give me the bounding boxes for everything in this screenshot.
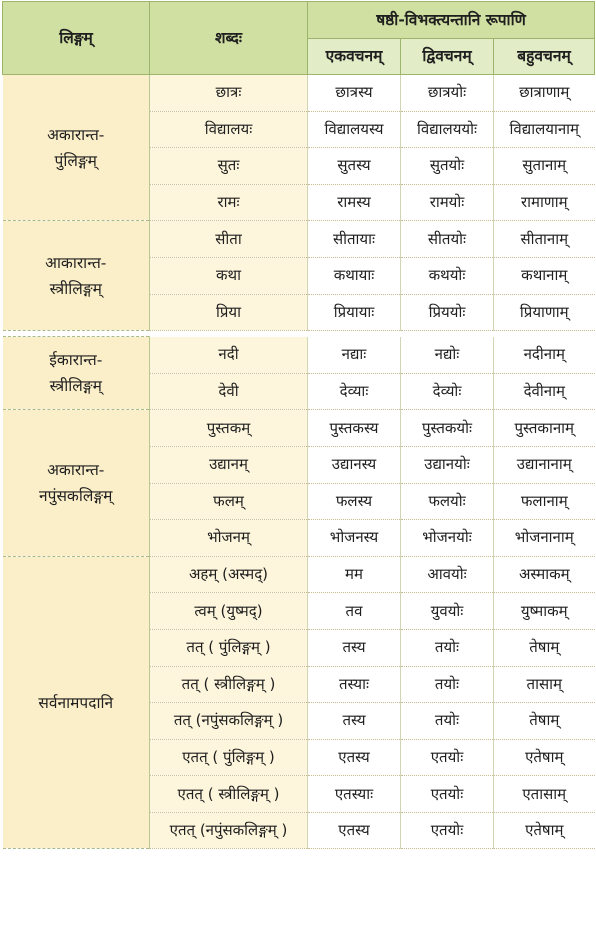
table-header: [3, 2, 595, 75]
ekavachana-cell: तस्य: [308, 703, 401, 740]
category-label: आकारान्त-: [45, 253, 107, 272]
dvivachana-cell: सुतयोः: [401, 148, 494, 185]
ekavachana-cell: मम: [308, 556, 401, 593]
category-label: अकारान्त-: [47, 125, 105, 144]
category-label: पुंलिङ्गम्: [54, 151, 97, 170]
word-cell: छात्रः: [150, 75, 308, 112]
table-row: [3, 410, 595, 447]
header-shabda: शब्दः: [150, 2, 308, 75]
bahuvachana-cell: छात्राणाम्: [494, 75, 595, 112]
word-cell: सुतः: [150, 148, 308, 185]
word-cell: नदी: [150, 337, 308, 374]
dvivachana-cell: विद्यालययोः: [401, 111, 494, 148]
word-cell: तत् ( पुंलिङ्गम् ): [150, 629, 308, 666]
bahuvachana-cell: पुस्तकानाम्: [494, 410, 595, 447]
category-cell: [3, 556, 150, 849]
word-cell: प्रिया: [150, 294, 308, 331]
ekavachana-cell: तस्याः: [308, 666, 401, 703]
bahuvachana-cell: विद्यालयानाम्: [494, 111, 595, 148]
word-cell: सीता: [150, 221, 308, 258]
bahuvachana-cell: फलानाम्: [494, 483, 595, 520]
word-cell: एतत् ( पुंलिङ्गम् ): [150, 739, 308, 776]
dvivachana-cell: प्रिययोः: [401, 294, 494, 331]
declension-table-wrapper: [2, 1, 594, 849]
ekavachana-cell: विद्यालयस्य: [308, 111, 401, 148]
table-row: [3, 337, 595, 374]
word-cell: कथा: [150, 257, 308, 294]
bahuvachana-cell: उद्यानानाम्: [494, 446, 595, 483]
category-cell: [3, 75, 150, 221]
dvivachana-cell: एतयोः: [401, 812, 494, 849]
bahuvachana-cell: तेषाम्: [494, 703, 595, 740]
dvivachana-cell: युवयोः: [401, 593, 494, 630]
ekavachana-cell: तव: [308, 593, 401, 630]
ekavachana-cell: उद्यानस्य: [308, 446, 401, 483]
word-cell: रामः: [150, 184, 308, 221]
ekavachana-cell: छात्रस्य: [308, 75, 401, 112]
dvivachana-cell: रामयोः: [401, 184, 494, 221]
bahuvachana-cell: भोजनानाम्: [494, 520, 595, 557]
ekavachana-cell: नद्याः: [308, 337, 401, 374]
word-cell: तत् ( स्त्रीलिङ्गम् ): [150, 666, 308, 703]
word-cell: देवी: [150, 373, 308, 410]
bahuvachana-cell: प्रियाणाम्: [494, 294, 595, 331]
dvivachana-cell: फलयोः: [401, 483, 494, 520]
table-body: [3, 75, 595, 849]
header-linga: लिङ्गम्: [3, 2, 150, 75]
word-cell: पुस्तकम्: [150, 410, 308, 447]
dvivachana-cell: देव्योः: [401, 373, 494, 410]
bahuvachana-cell: सीतानाम्: [494, 221, 595, 258]
dvivachana-cell: नद्योः: [401, 337, 494, 374]
word-cell: उद्यानम्: [150, 446, 308, 483]
bahuvachana-cell: सुतानाम्: [494, 148, 595, 185]
bahuvachana-cell: तेषाम्: [494, 629, 595, 666]
header-group: षष्ठी-विभक्त्यन्तानि रूपाणि: [308, 2, 595, 39]
word-cell: भोजनम्: [150, 520, 308, 557]
dvivachana-cell: एतयोः: [401, 739, 494, 776]
word-cell: विद्यालयः: [150, 111, 308, 148]
dvivachana-cell: तयोः: [401, 629, 494, 666]
ekavachana-cell: एतस्य: [308, 812, 401, 849]
table-row: [3, 556, 595, 593]
word-cell: एतत् (नपुंसकलिङ्गम् ): [150, 812, 308, 849]
dvivachana-cell: सीतयोः: [401, 221, 494, 258]
dvivachana-cell: पुस्तकयोः: [401, 410, 494, 447]
table-row: [3, 221, 595, 258]
bahuvachana-cell: कथानाम्: [494, 257, 595, 294]
dvivachana-cell: तयोः: [401, 666, 494, 703]
declension-table: [2, 1, 595, 849]
ekavachana-cell: पुस्तकस्य: [308, 410, 401, 447]
ekavachana-cell: भोजनस्य: [308, 520, 401, 557]
dvivachana-cell: आवयोः: [401, 556, 494, 593]
ekavachana-cell: देव्याः: [308, 373, 401, 410]
dvivachana-cell: भोजनयोः: [401, 520, 494, 557]
ekavachana-cell: एतस्य: [308, 739, 401, 776]
category-cell: [3, 221, 150, 331]
category-cell: [3, 410, 150, 556]
header-bahu: बहुवचनम्: [494, 39, 595, 75]
category-label: स्त्रीलिङ्गम्: [49, 377, 102, 396]
table-row: [3, 75, 595, 112]
category-label: सर्वनामपदानि: [38, 693, 114, 712]
bahuvachana-cell: एतेषाम्: [494, 812, 595, 849]
category-label: नपुंसकलिङ्गम्: [39, 487, 113, 506]
bahuvachana-cell: तासाम्: [494, 666, 595, 703]
ekavachana-cell: प्रियायाः: [308, 294, 401, 331]
ekavachana-cell: सीतायाः: [308, 221, 401, 258]
ekavachana-cell: कथायाः: [308, 257, 401, 294]
bahuvachana-cell: रामाणाम्: [494, 184, 595, 221]
bahuvachana-cell: युष्माकम्: [494, 593, 595, 630]
dvivachana-cell: तयोः: [401, 703, 494, 740]
ekavachana-cell: सुतस्य: [308, 148, 401, 185]
word-cell: तत् (नपुंसकलिङ्गम् ): [150, 703, 308, 740]
category-cell: [3, 337, 150, 410]
bahuvachana-cell: देवीनाम्: [494, 373, 595, 410]
dvivachana-cell: छात्रयोः: [401, 75, 494, 112]
category-label: स्त्रीलिङ्गम्: [49, 279, 102, 298]
ekavachana-cell: फलस्य: [308, 483, 401, 520]
header-eka: एकवचनम्: [308, 39, 401, 75]
category-label: ईकारान्त-: [49, 351, 103, 370]
header-dvi: द्विवचनम्: [401, 39, 494, 75]
category-label: अकारान्त-: [47, 461, 105, 480]
word-cell: त्वम् (युष्मद्): [150, 593, 308, 630]
bahuvachana-cell: एतेषाम्: [494, 739, 595, 776]
ekavachana-cell: एतस्याः: [308, 776, 401, 813]
dvivachana-cell: कथयोः: [401, 257, 494, 294]
word-cell: एतत् ( स्त्रीलिङ्गम् ): [150, 776, 308, 813]
dvivachana-cell: उद्यानयोः: [401, 446, 494, 483]
dvivachana-cell: एतयोः: [401, 776, 494, 813]
ekavachana-cell: रामस्य: [308, 184, 401, 221]
bahuvachana-cell: अस्माकम्: [494, 556, 595, 593]
word-cell: अहम् (अस्मद्): [150, 556, 308, 593]
word-cell: फलम्: [150, 483, 308, 520]
ekavachana-cell: तस्य: [308, 629, 401, 666]
bahuvachana-cell: नदीनाम्: [494, 337, 595, 374]
bahuvachana-cell: एतासाम्: [494, 776, 595, 813]
